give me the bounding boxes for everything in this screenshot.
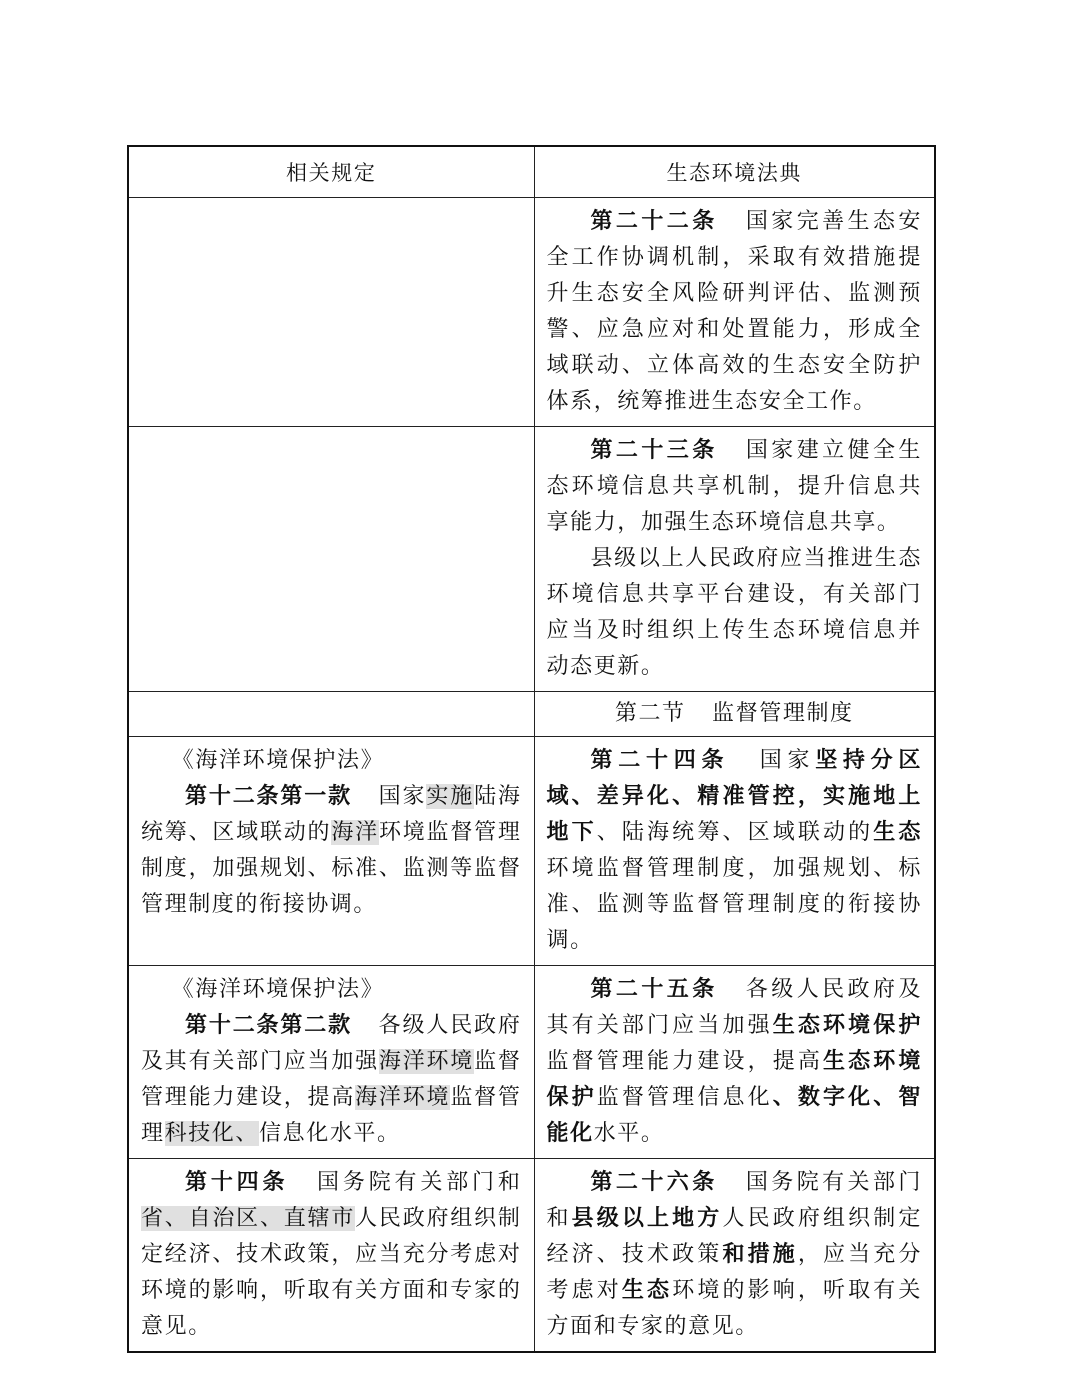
table-row (129, 427, 934, 692)
article-paragraph (547, 972, 923, 1152)
table-row (129, 966, 934, 1159)
left-cell (129, 966, 534, 1159)
right-cell (534, 198, 934, 427)
provision-paragraph (141, 779, 522, 923)
provision-text: 国务院有关部门和 (314, 1170, 522, 1195)
provision-text: 监督管理能力建设，提高 (141, 1049, 522, 1110)
article-text: 人民政府组织制定经济、技术政策 (546, 1206, 922, 1267)
right-cell (534, 1159, 934, 1352)
provision-number: 第十四条 (185, 1170, 289, 1195)
table-header-row (129, 147, 934, 198)
left-cell (129, 1159, 534, 1352)
highlighted-text: 省、自治区、直辖市 (141, 1206, 356, 1231)
header-eco-env-code: 生态环境法典 (534, 147, 934, 198)
provision-number: 第十二条第一款 (185, 784, 352, 809)
article-text: 国务院有关部门和 (546, 1170, 922, 1231)
provision-text: 环境监督管理制度，加强规划、标准、监测等监督管理制度的衔接协调。 (141, 820, 522, 917)
header-related-provisions: 相关规定 (129, 147, 534, 198)
changed-text: 生态环境保护 (772, 1013, 922, 1038)
right-cell (534, 427, 934, 692)
article-number: 第二十六条 (590, 1170, 718, 1195)
article-text: 环境的影响，听取有关方面和专家的意见。 (546, 1278, 922, 1339)
provision-text: 信息化水平。 (259, 1121, 401, 1146)
provision-paragraph (141, 1165, 522, 1345)
highlighted-text: 实施 (426, 784, 475, 809)
provision-text: 国家 (378, 784, 427, 809)
left-cell-empty (129, 198, 534, 427)
article-paragraph (547, 433, 923, 541)
article-text: 监督管理能力建设，提高 (546, 1049, 823, 1074)
section-row (129, 692, 934, 737)
provision-text: 人民政府组织制定经济、技术政策，应当充分考虑对环境的影响，听取有关方面和专家的意见。 (141, 1206, 522, 1339)
table-row (129, 198, 934, 427)
right-cell (534, 737, 934, 966)
provision-text: 各级人民政府及其有关部门应当加强 (141, 1013, 522, 1074)
left-cell-empty (129, 692, 534, 737)
article-text: 国家 (755, 748, 816, 773)
changed-text: 生态 (873, 820, 923, 845)
article-text: 环境监督管理制度，加强规划、标准、监测等监督管理制度的衔接协调。 (546, 856, 922, 953)
article-paragraph (547, 204, 923, 420)
highlighted-text: 海洋环境 (355, 1085, 451, 1110)
section-number: 第二节 (614, 701, 686, 726)
article-text: 各级人民政府及其有关部门应当加强 (546, 977, 922, 1038)
provision-paragraph (141, 1008, 522, 1152)
law-title: 《海洋环境保护法》 (171, 977, 385, 1002)
highlighted-text: 科技化、 (164, 1121, 260, 1146)
left-cell (129, 737, 534, 966)
provision-text: 陆海统筹、区域联动的 (141, 784, 522, 845)
article-number: 第二十二条 (590, 209, 718, 234)
section-title: 监督管理制度 (712, 701, 854, 726)
article-text: 、陆海统筹、区域联动的 (596, 820, 874, 845)
left-cell-empty (129, 427, 534, 692)
provision-number: 第十二条第二款 (185, 1013, 352, 1038)
article-number: 第二十三条 (590, 438, 718, 463)
article-paragraph (547, 743, 923, 959)
provision-text: 监督管理 (141, 1085, 522, 1146)
highlighted-text: 海洋 (331, 820, 379, 845)
article-number: 第二十五条 (590, 977, 718, 1002)
changed-text: 坚持分区域、差异化、精准管控，实施地上地下 (546, 748, 922, 845)
changed-text: 、数字化、智能化 (546, 1085, 923, 1146)
comparison-table (127, 145, 936, 1353)
law-title: 《海洋环境保护法》 (171, 748, 385, 773)
changed-text: 和措施 (722, 1242, 798, 1267)
section-heading (547, 696, 923, 732)
table-row (129, 737, 934, 966)
table-row (129, 1159, 934, 1352)
changed-text: 生态环境保护 (546, 1049, 922, 1110)
article-text: 国家完善生态安全工作协调机制，采取有效措施提升生态安全风险研判评估、监测预警、应急应对和处置能力，形成全域联动、立体高效的生态安全防护体系，统筹推进生态安全工作。 (546, 209, 922, 414)
changed-text: 县级以上地方 (571, 1206, 723, 1231)
article-text: ，应当充分考虑对 (546, 1242, 922, 1303)
article-text: 监督管理信息化 (596, 1085, 773, 1110)
article-paragraph-2: 县级以上人民政府应当推进生态环境信息共享平台建设，有关部门应当及时组织上传生态环境信息并动态更新。 (546, 546, 922, 679)
article-text: 国家建立健全生态环境信息共享机制，提升信息共享能力，加强生态环境信息共享。 (546, 438, 922, 535)
highlighted-text: 海洋环境 (378, 1049, 475, 1074)
article-number: 第二十四条 (590, 748, 730, 773)
changed-text: 生态 (621, 1278, 673, 1303)
right-cell (534, 966, 934, 1159)
article-text: 水平。 (593, 1121, 665, 1146)
right-cell (534, 692, 934, 737)
article-paragraph (547, 1165, 923, 1345)
